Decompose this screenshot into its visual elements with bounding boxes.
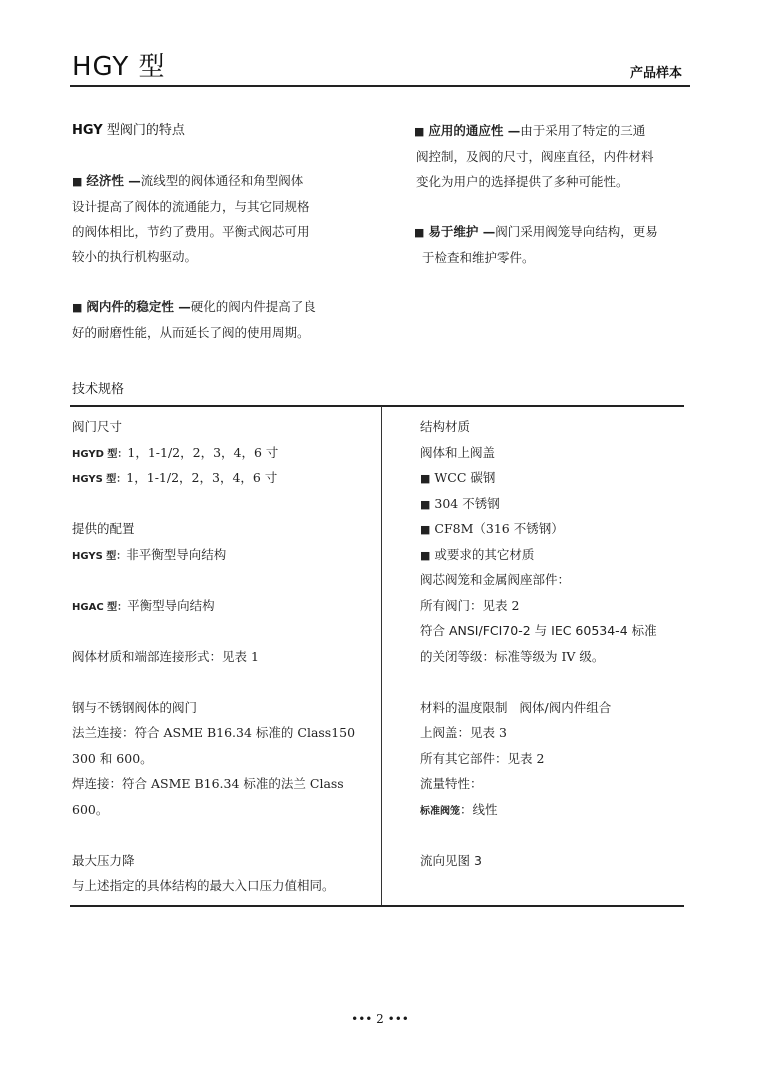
- size-title: 阀门尺寸: [72, 419, 123, 434]
- material-title: 结构材质: [420, 419, 471, 434]
- flange-line-1: 法兰连接：符合 ASME B16.34 标准的 Class150: [72, 725, 356, 740]
- specs-title: 技术规格: [72, 382, 125, 397]
- specs-left-column: [72, 414, 377, 899]
- temp-title: 材料的温度限制 阀体/阀内件组合: [420, 699, 612, 715]
- trim-title: 阀芯阀笼和金属阀座部件：: [420, 572, 571, 587]
- steel-title: 钢与不锈钢阀体的阀门: [72, 699, 198, 715]
- other-limit: 所有其它部件：见表 2: [420, 750, 545, 766]
- standard-line-2: 的关闭等级：标准等级为 IV 级。: [420, 648, 605, 664]
- size-hgyd: HGYD 型：1，1-1/2，2，3，4，6 寸: [72, 444, 279, 460]
- body-material: 阀体材质和端部连接形式：见表 1: [72, 648, 259, 664]
- config-title: 提供的配置: [72, 521, 135, 536]
- features-right: [414, 118, 704, 270]
- material-other: ■ 或要求的其它材质: [420, 546, 535, 562]
- catalog-label: 产品样本: [629, 66, 682, 81]
- header-divider: [70, 85, 690, 87]
- specs-column-divider: [381, 406, 382, 905]
- weld-line-2: 600。: [72, 801, 109, 817]
- specs-right-column: [420, 414, 690, 873]
- specs-top-rule: [70, 405, 684, 407]
- size-hgys: HGYS 型：1，1-1/2，2，3，4，6 寸: [72, 470, 278, 485]
- specs-bottom-rule: [70, 905, 684, 907]
- pressure-text: 与上述指定的具体结构的最大入口压力值相同。: [72, 878, 335, 893]
- feature-maintenance: ■ 易于维护 —阀门采用阀笼导向结构，更易 于检查和维护零件。: [414, 224, 658, 265]
- config-hgac: HGAC 型：平衡型导向结构: [72, 597, 215, 613]
- flow-title: 流量特性：: [420, 776, 483, 791]
- feature-economy: ■ 经济性 —流线型的阀体通径和角型阀体 设计提高了阀体的流通能力，与其它同规格 的阀体相比，节约了费用。平衡式阀芯可用 较小的执行机构驱动。: [72, 173, 310, 264]
- feature-stability: ■ 阀内件的稳定性 —硬化的阀内件提高了良 好的耐磨性能，从而延长了阀的使用周期。: [72, 299, 316, 340]
- feature-versatility: ■ 应用的通应性 —由于采用了特定的三通 阀控制，及阀的尺寸，阀座直径，内件材料 变化为用户的选择提供了多种可能性。: [414, 123, 654, 189]
- standard-line-1: 符合 ANSI/FCI70-2 与 IEC 60534-4 标准: [420, 623, 657, 638]
- body-bonnet: 阀体和上阀盖: [420, 444, 496, 460]
- bonnet-limit: 上阀盖：见表 3: [420, 725, 507, 740]
- config-hgys: HGYS 型：非平衡型导向结构: [72, 546, 227, 562]
- flange-line-2: 300 和 600。: [72, 750, 153, 766]
- pressure-title: 最大压力降: [72, 852, 135, 868]
- material-wcc: ■ WCC 碳钢: [420, 470, 496, 485]
- std-cage: 标准阀笼：线性: [420, 801, 498, 817]
- features-title: HGY 型阀门的特点: [72, 123, 185, 138]
- material-304: ■ 304 不锈钢: [420, 495, 500, 511]
- trim-value: 所有阀门：见表 2: [420, 597, 520, 613]
- flow-direction: 流向见图 3: [420, 852, 482, 868]
- page-number: ••• 2 •••: [351, 1012, 409, 1026]
- features-left: [72, 118, 372, 345]
- weld-line-1: 焊连接：符合 ASME B16.34 标准的法兰 Class: [72, 776, 344, 791]
- material-cf8m: ■ CF8M（316 不锈钢）: [420, 521, 564, 536]
- page-title: HGY 型: [72, 52, 166, 82]
